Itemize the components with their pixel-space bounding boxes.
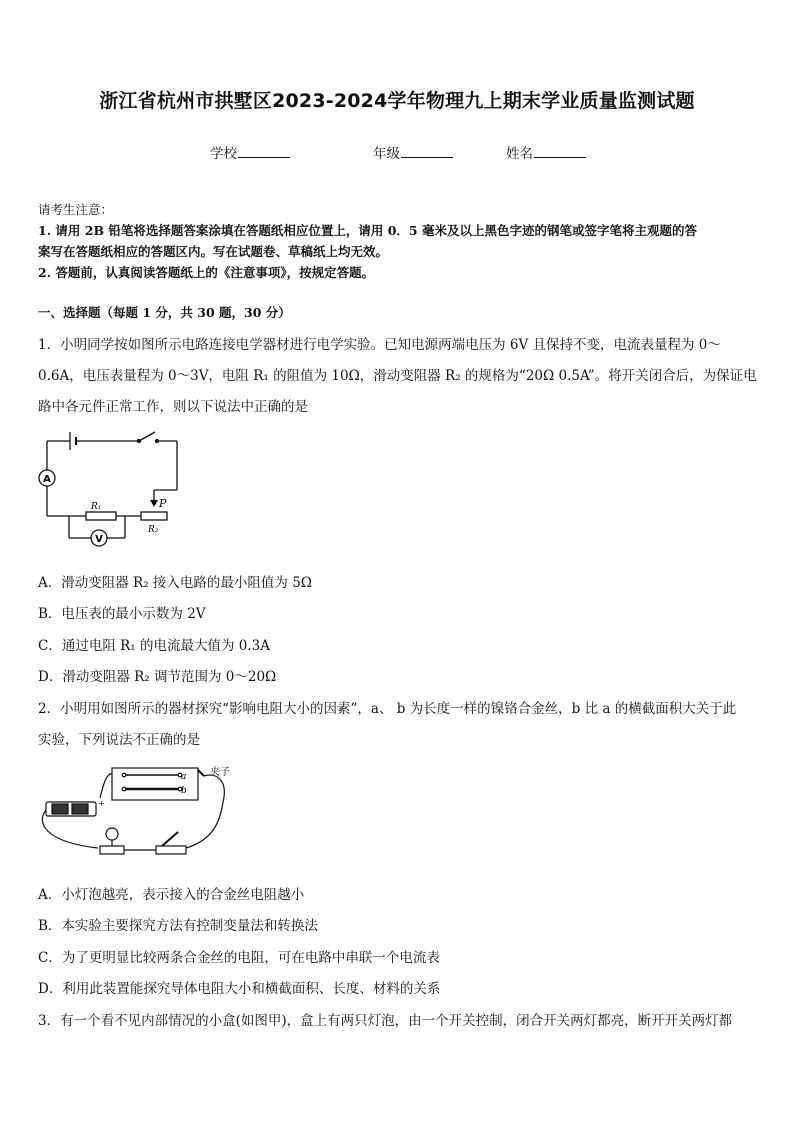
ammeter-label: A xyxy=(43,474,51,485)
q1-option-c: C．通过电阻 R₁ 的电流最大值为 0.3A xyxy=(38,638,270,654)
q2-option-b: B．本实验主要探究方法有控制变量法和转换法 xyxy=(38,918,318,934)
q2-option-a: A．小灯泡越亮，表示接入的合金丝电阻越小 xyxy=(38,887,305,903)
q1-line-1: 1．小明同学按如图所示电路连接电学器材进行电学实验。已知电源两端电压为 6V 且保持不变，电流表量程为 0～ xyxy=(38,337,721,353)
clip xyxy=(198,770,204,776)
notice-line-1b: 案写在答题纸相应的答题区内。写在试题卷、草稿纸上均无效。 xyxy=(38,244,389,259)
q2-option-d: D．利用此装置能探究导体电阻大小和横截面积、长度、材料的关系 xyxy=(38,981,441,997)
voltmeter-label: V xyxy=(95,534,103,545)
switch-blade xyxy=(139,432,155,441)
clip-wire xyxy=(186,775,224,848)
q2-apparatus-diagram xyxy=(38,762,248,862)
school-blank xyxy=(238,145,290,158)
name-field xyxy=(506,142,586,162)
clip-label: 夹子 xyxy=(210,767,230,778)
switch-lever xyxy=(162,832,178,846)
grade-blank xyxy=(401,145,453,158)
notice-line-1a: 1. 请用 2B 铅笔将选择题答案涂填在答题纸相应位置上，请用 0．5 毫米及以上黑色字迹的钢笔或签字笔将主观题的答 xyxy=(38,223,697,238)
r2-label: R₂ xyxy=(148,525,159,535)
grade-label: 年级 xyxy=(373,146,400,162)
bulb xyxy=(106,828,118,840)
q2-line-1: 2．小明用如图所示的器材探究“影响电阻大小的因素”，a、 b 为长度一样的镍铬合金丝，b 比 a 的横截面积大关于此 xyxy=(38,701,737,717)
q1-line-2: 0.6A，电压表量程为 0～3V，电阻 R₁ 的阻值为 10Ω，滑动变阻器 R₂ 的规格为“20Ω 0.5A”。将开关闭合后，为保证电 xyxy=(38,368,757,384)
name-label: 姓名 xyxy=(506,146,533,162)
q1-option-a: A．滑动变阻器 R₂ 接入电路的最小阻值为 5Ω xyxy=(38,575,312,591)
q1-line-3: 路中各元件正常工作，则以下说法中正确的是 xyxy=(38,399,308,415)
q1-circuit-diagram xyxy=(36,428,186,552)
section-heading: 一、选择题（每题 1 分，共 30 题，30 分） xyxy=(38,305,291,320)
wire-a-label: a xyxy=(181,772,187,782)
r1-label: R₁ xyxy=(91,502,102,512)
slider-p-label: P xyxy=(159,497,167,510)
battery-plus-label: + xyxy=(98,799,105,808)
r2-rheostat xyxy=(141,512,167,520)
slider-arrow xyxy=(150,500,158,507)
q1-option-b: B．电压表的最小示数为 2V xyxy=(38,606,206,622)
r1-resistor xyxy=(86,512,116,520)
school-field xyxy=(210,142,290,162)
q1-option-d: D．滑动变阻器 R₂ 调节范围为 0～20Ω xyxy=(38,669,277,685)
wire-b-label: b xyxy=(181,786,187,796)
q2-line-2: 实验，下列说法不正确的是 xyxy=(38,732,200,748)
notice-heading: 请考生注意： xyxy=(38,202,114,217)
q2-option-c: C．为了更明显比较两条合金丝的电阻，可在电路中串联一个电流表 xyxy=(38,950,440,966)
q3-line-1: 3．有一个看不见内部情况的小盒(如图甲)，盒上有两只灯泡，由一个开关控制，闭合开关两灯都亮，断开开关两灯都 xyxy=(38,1013,733,1029)
school-label: 学校 xyxy=(210,146,237,162)
grade-field xyxy=(373,142,453,162)
page-title: 浙江省杭州市拱墅区2023-2024学年物理九上期末学业质量监测试题 xyxy=(99,90,695,112)
bulb-base xyxy=(100,846,124,854)
notice-line-2: 2. 答题前，认真阅读答题纸上的《注意事项》，按规定答题。 xyxy=(38,265,375,280)
switch-base xyxy=(156,846,186,854)
name-blank xyxy=(534,145,586,158)
